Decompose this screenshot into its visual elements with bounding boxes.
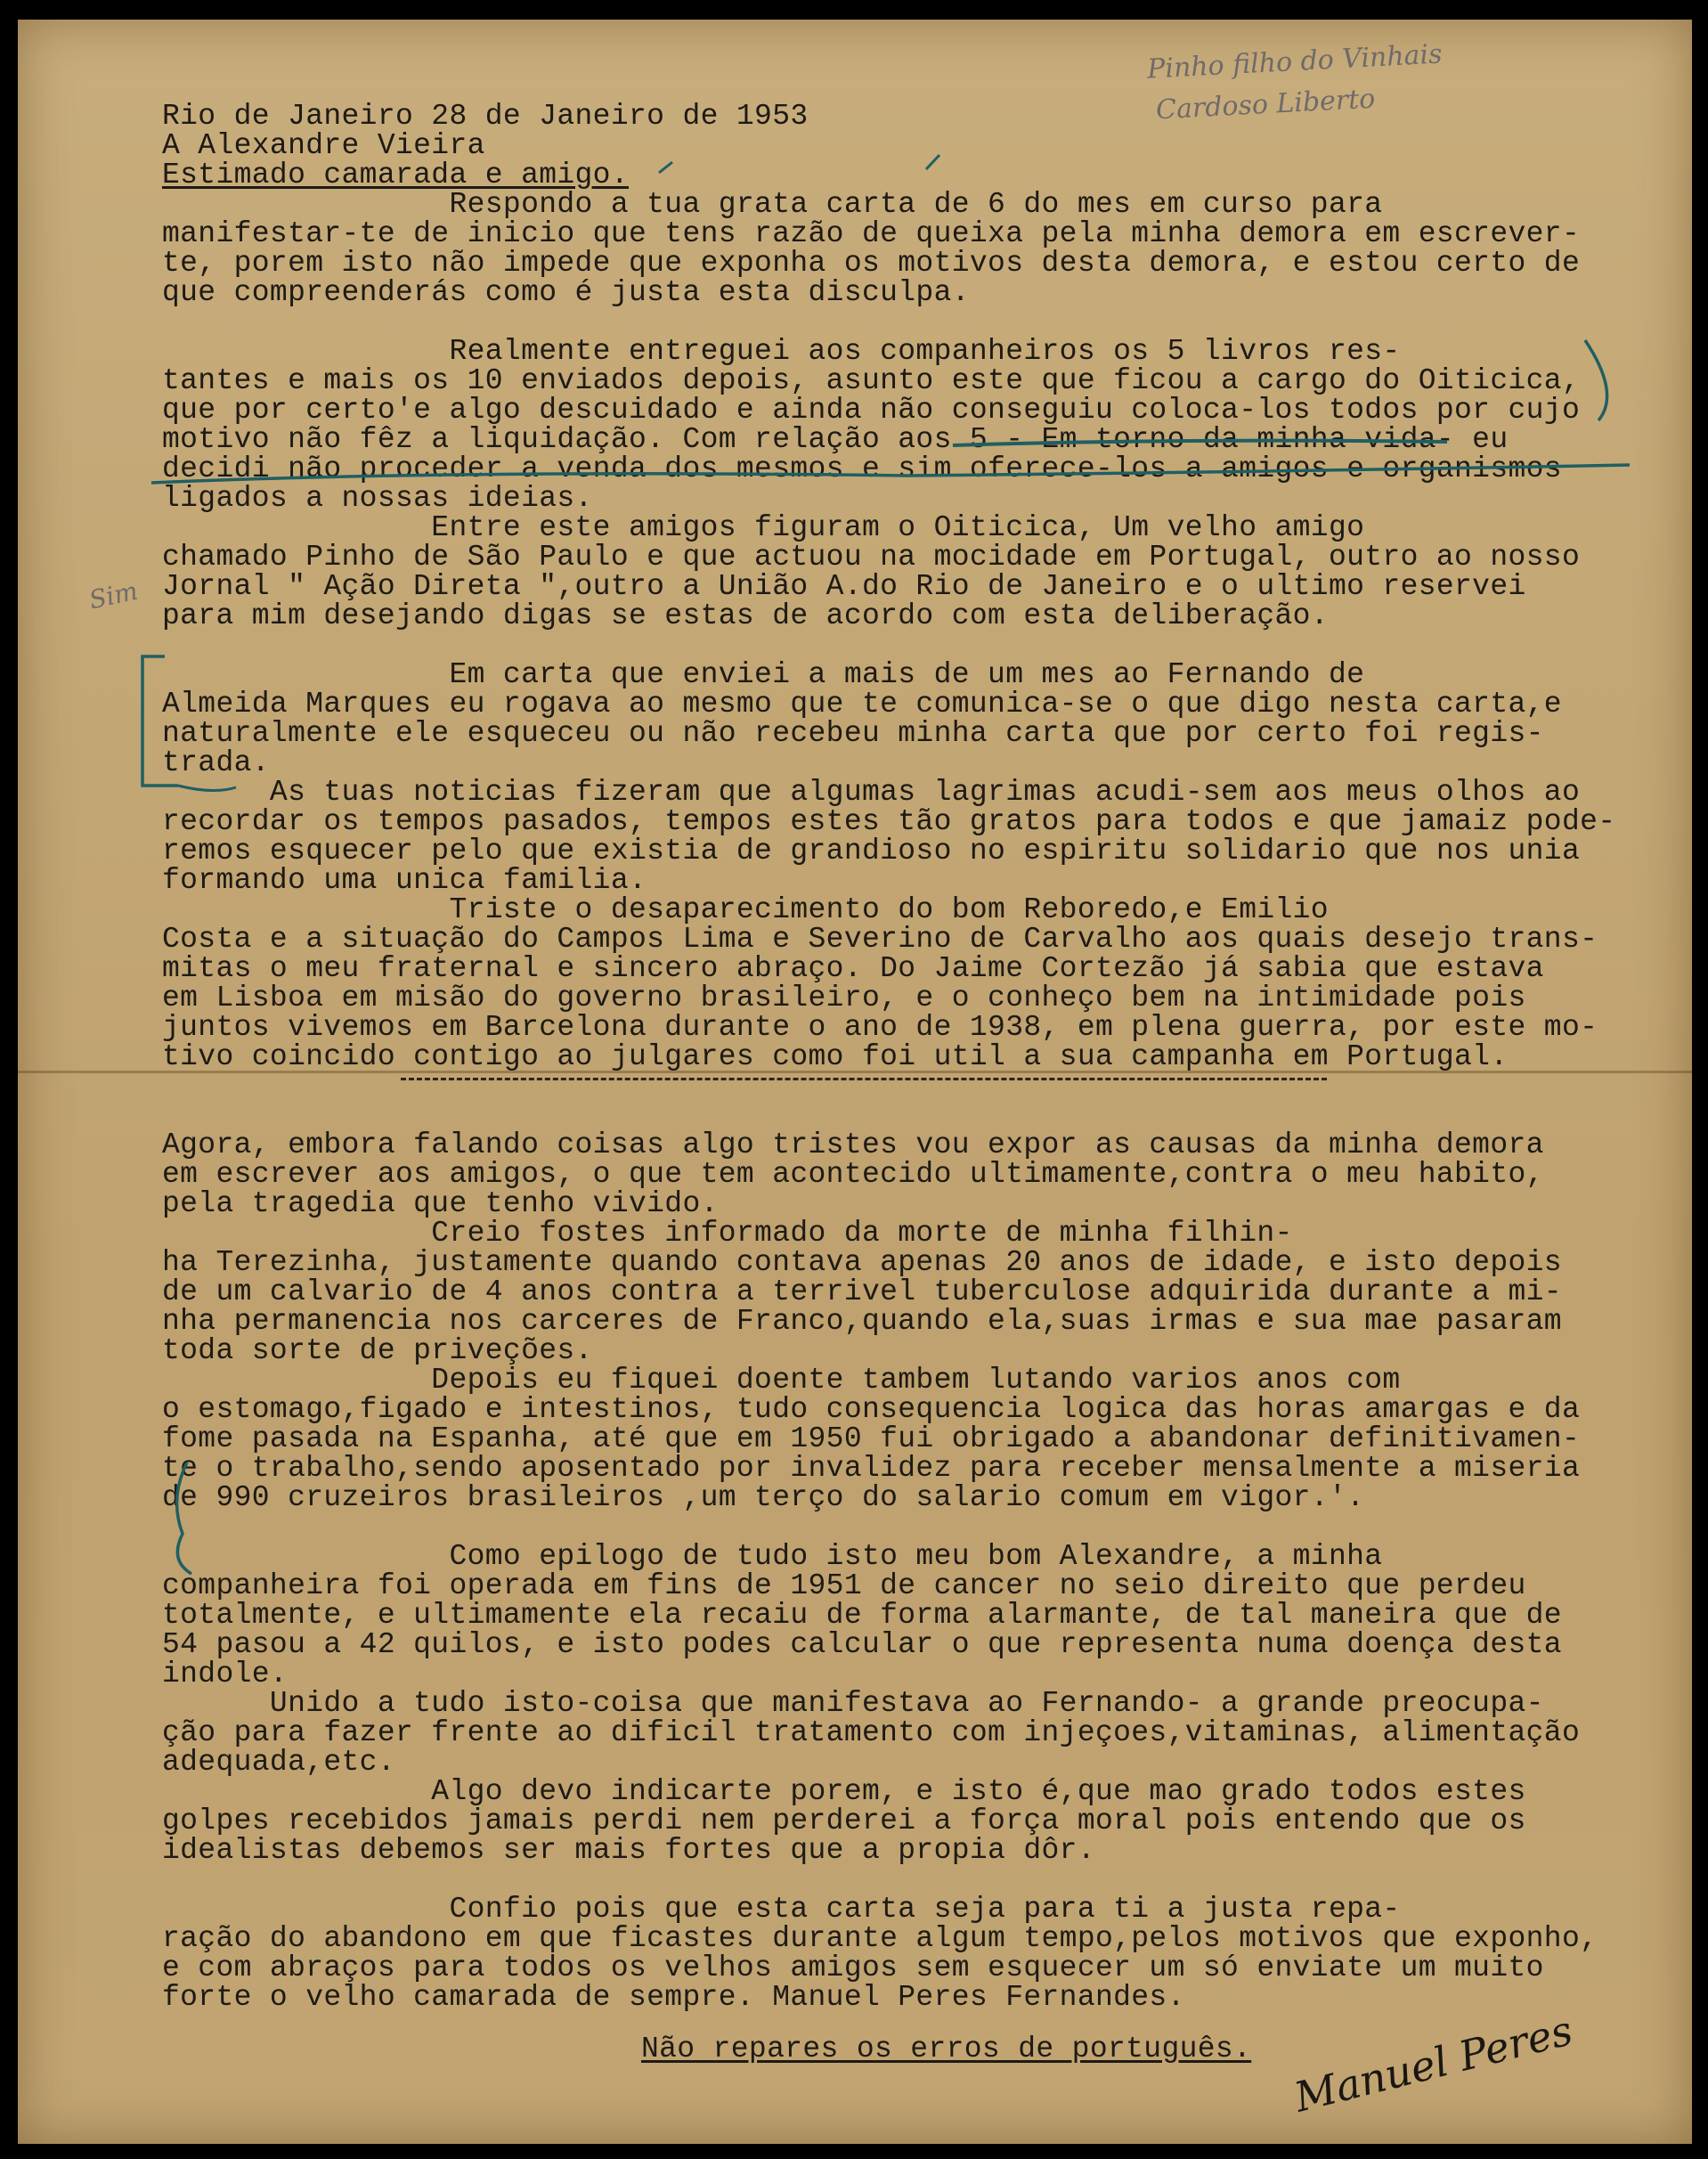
letter-line: Triste o desaparecimento do bom Reboredo,e Emilio	[162, 893, 1329, 926]
letter-line: Respondo a tua grata carta de 6 do mes em curso para	[162, 188, 1383, 221]
letter-line: 54 pasou a 42 quilos, e isto podes calcular o que representa numa doença desta	[162, 1628, 1562, 1661]
letter-line: Costa e a situação do Campos Lima e Severino de Carvalho aos quais desejo trans-	[162, 923, 1598, 956]
letter-line: formando uma unica familia.	[162, 864, 647, 897]
letter-line: tantes e mais os 10 enviados depois, asunto este que ficou a cargo do Oiticica,	[162, 364, 1581, 397]
marker-underline-book-title	[953, 441, 1447, 445]
marker-underline-organisms	[151, 465, 1630, 483]
letter-line: que por certo'e algo descuidado e ainda não conseguiu coloca-los todos por cujo	[162, 394, 1581, 427]
letter-line: golpes recebidos jamais perdi nem perderei a força moral pois entendo que os	[162, 1805, 1526, 1837]
letter-line: Confio pois que esta carta seja para ti a justa repa-	[162, 1893, 1401, 1926]
letter-line: te, porem isto não impede que exponha os motivos desta demora, e estou certo de	[162, 247, 1581, 280]
letter-line: ha Terezinha, justamente quando contava apenas 20 anos de idade, e isto depois	[162, 1246, 1562, 1279]
letter-recipient: A Alexandre Vieira	[162, 129, 485, 162]
pencil-annotation-top-2: Cardoso Liberto	[1155, 83, 1377, 126]
letter-line: chamado Pinho de São Paulo e que actuou na mocidade em Portugal, outro ao nosso	[162, 541, 1581, 574]
handwritten-signature: Manuel Peres	[1289, 2006, 1578, 2122]
letter-salutation: Estimado camarada e amigo.	[162, 159, 629, 191]
letter-line: ração do abandono em que ficastes durante algum tempo,pelos motivos que exponho,	[162, 1922, 1598, 1955]
pencil-annotation-top-1: Pinho filho do Vinhais	[1146, 38, 1444, 86]
marker-annotations	[18, 20, 1692, 2144]
letter-line: ligados a nossas ideias.	[162, 482, 593, 515]
letter-line: e com abraços para todos os velhos amigos sem esquecer um só enviate um muito	[162, 1951, 1544, 1984]
letter-line: Entre este amigos figuram o Oiticica, Um velho amigo	[162, 511, 1365, 544]
letter-line: ção para fazer frente ao dificil tratamento com injeçoes,vitaminas, alimentação	[162, 1716, 1581, 1749]
letter-line: Creio fostes informado da morte de minha filhin-	[162, 1217, 1293, 1250]
letter-line: em Lisboa em misão do governo brasileiro, e o conheço bem na intimidade pois	[162, 982, 1526, 1014]
letter-line: forte o velho camarada de sempre. Manuel Peres Fernandes.	[162, 1981, 1185, 2014]
letter-line: decidi não proceder a venda dos mesmos e sim oferece-los a amigos e organismos	[162, 452, 1562, 485]
letter-line: Jornal " Ação Direta ",outro a União A.do Rio de Janeiro e o ultimo reservei	[162, 570, 1526, 603]
letter-line: mitas o meu fraternal e sincero abraço. Do Jaime Cortezão já sabia que estava	[162, 952, 1544, 985]
pencil-margin-note: Sim	[86, 575, 141, 615]
letter-line: Como epilogo de tudo isto meu bom Alexandre, a minha	[162, 1540, 1383, 1573]
letter-line: para mim desejando digas se estas de acordo com esta deliberação.	[162, 599, 1329, 632]
letter-date: Rio de Janeiro 28 de Janeiro de 1953	[162, 100, 809, 133]
letter-line: motivo não fêz a liquidação. Com relação aos 5 - Em torno da minha vida- eu	[162, 423, 1509, 456]
letter-line: As tuas noticias fizeram que algumas lagrimas acudi-sem aos meus olhos ao	[162, 776, 1581, 809]
letter-line: em escrever aos amigos, o que tem acontecido ultimamente,contra o meu habito,	[162, 1158, 1544, 1191]
letter-line: Unido a tudo isto-coisa que manifestava ao Fernando- a grande preocupa-	[162, 1687, 1544, 1720]
letter-line: fome pasada na Espanha, até que em 1950 fui obrigado a abandonar definitivamen-	[162, 1422, 1581, 1455]
letter-line: toda sorte de priveções.	[162, 1334, 593, 1367]
letter-sheet	[18, 20, 1692, 2144]
letter-line: que compreenderás como é justa esta disculpa.	[162, 276, 970, 309]
letter-line: Realmente entreguei aos companheiros os 5 livros res-	[162, 335, 1401, 368]
letter-line: remos esquecer pelo que existia de grandioso no espiritu solidario que nos unia	[162, 835, 1581, 868]
letter-line: totalmente, e ultimamente ela recaiu de forma alarmante, de tal maneira que de	[162, 1599, 1562, 1632]
marker-tail	[178, 786, 236, 791]
letter-line: indole.	[162, 1658, 289, 1691]
letter-line: nha permanencia nos carceres de Franco,quando ela,suas irmas e sua mae pasaram	[162, 1305, 1562, 1338]
marker-bracket-fome	[177, 1462, 191, 1574]
letter-line: pela tragedia que tenho vivido.	[162, 1187, 719, 1220]
letter-line: tivo coincido contigo ao julgares como foi util a sua campanha em Portugal.	[162, 1040, 1509, 1073]
letter-line: recordar os tempos pasados, tempos estes tão gratos para todos e que jamaiz pode-	[162, 805, 1616, 838]
letter-line: Almeida Marques eu rogava ao mesmo que te comunica-se o que digo nesta carta,e	[162, 688, 1562, 721]
letter-line: adequada,etc.	[162, 1746, 395, 1779]
letter-line: juntos vivemos em Barcelona durante o ano de 1938, em plena guerra, por este mo-	[162, 1011, 1598, 1044]
letter-line: Agora, embora falando coisas algo tristes vou expor as causas da minha demora	[162, 1128, 1544, 1161]
marker-bracket-fernando	[142, 656, 178, 786]
letter-line: de 990 cruzeiros brasileiros ,um terço do salario comum em vigor.'.	[162, 1481, 1365, 1514]
letter-line: Depois eu fiquei doente tambem lutando varios anos com	[162, 1364, 1401, 1397]
letter-line: naturalmente ele esqueceu ou não recebeu minha carta que por certo foi regis-	[162, 717, 1544, 750]
letter-line: manifestar-te de inicio que tens razão de queixa pela minha demora em escrever-	[162, 217, 1581, 250]
letter-line: Algo devo indicarte porem, e isto é,que mao grado todos estes	[162, 1775, 1526, 1808]
marker-ticks	[659, 155, 939, 173]
letter-line: o estomago,figado e intestinos, tudo consequencia logica das horas amargas e da	[162, 1393, 1581, 1426]
letter-line: de um calvario de 4 anos contra a terrivel tuberculose adquirida durante a mi-	[162, 1275, 1562, 1308]
letter-line: te o trabalho,sendo aposentado por invalidez para receber mensalmente a miseria	[162, 1452, 1581, 1485]
letter-line: idealistas debemos ser mais fortes que a propia dôr.	[162, 1834, 1095, 1867]
letter-line: trada.	[162, 746, 270, 779]
marker-bracket-right	[1585, 340, 1607, 420]
letter-line: companheira foi operada em fins de 1951 de cancer no seio direito que perdeu	[162, 1569, 1526, 1602]
letter-line: Em carta que enviei a mais de um mes ao Fernando de	[162, 658, 1365, 691]
postscript: Não repares os erros de português.	[641, 2033, 1252, 2065]
